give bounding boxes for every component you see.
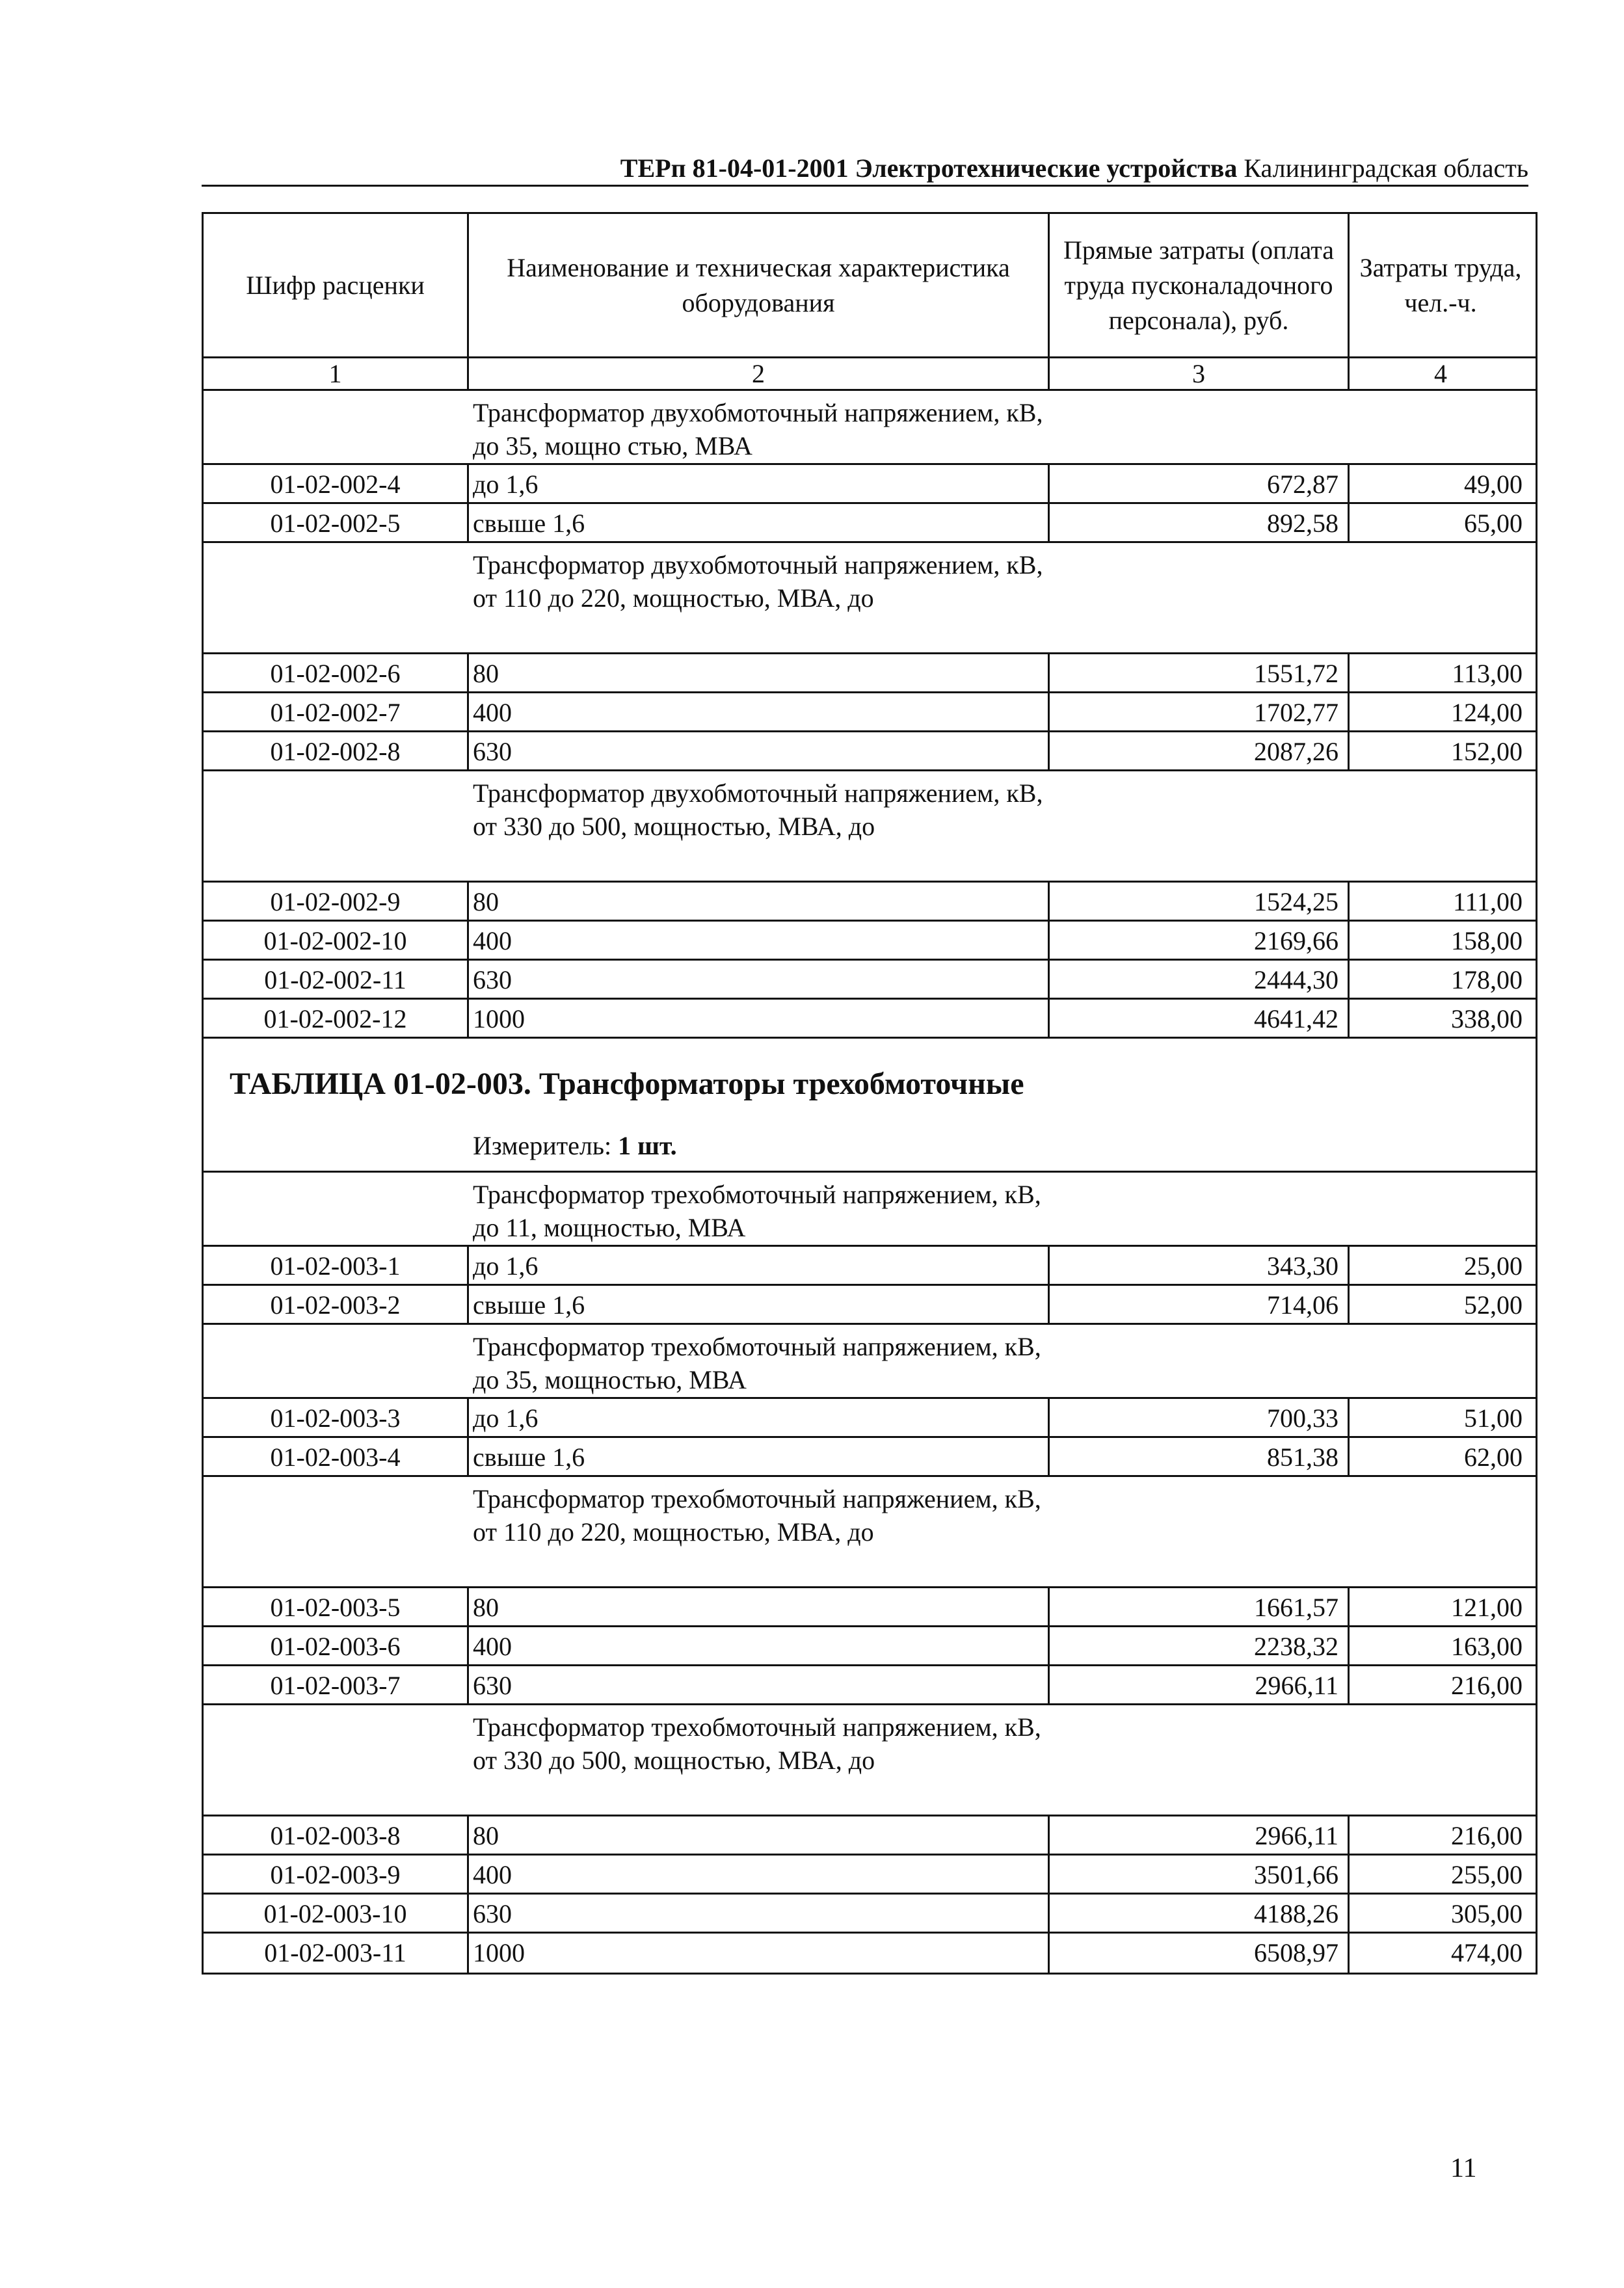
labor-cost: 113,00 [1452,659,1523,688]
group-title-row [204,543,1536,654]
rate-code: 01-02-003-7 [204,1666,469,1703]
group-title: Трансформатор двухобмоточный напряжением, кВ, до 35, мощно стью, МВА [473,398,1043,460]
labor-cost: 255,00 [1451,1860,1523,1889]
column-header-labor: Затраты труда, чел.-ч. [1359,252,1522,317]
rate-code: 01-02-002-10 [204,922,469,959]
table-row [204,1816,1536,1856]
table-row [204,654,1536,693]
labor-cost: 52,00 [1464,1290,1523,1320]
equipment-name: 80 [469,1816,1050,1854]
equipment-name: 630 [469,1666,1050,1703]
table-row [204,961,1536,1000]
direct-cost: 4641,42 [1050,1000,1350,1037]
group-title: Трансформатор двухобмоточный напряжением, кВ, от 110 до 220, мощностью, МВА, до [473,550,1043,613]
table-row [204,693,1536,732]
equipment-name: до 1,6 [469,465,1050,502]
table-row [204,1000,1536,1039]
direct-cost: 672,87 [1050,465,1350,502]
labor-cost: 65,00 [1464,509,1523,538]
rate-code: 01-02-002-7 [204,693,469,730]
labor-cost: 158,00 [1451,926,1523,955]
measure-unit [473,1128,677,1164]
labor-cost: 305,00 [1451,1899,1523,1928]
column-number: 2 [469,358,1050,389]
table-row [204,465,1536,504]
equipment-name: свыше 1,6 [469,1438,1050,1475]
table-row [204,1895,1536,1934]
direct-cost: 2238,32 [1050,1627,1350,1664]
labor-cost: 216,00 [1451,1821,1523,1850]
equipment-name: 80 [469,883,1050,920]
equipment-name: 630 [469,732,1050,769]
labor-cost: 49,00 [1464,470,1523,499]
table-row [204,1934,1536,1973]
equipment-name: 630 [469,961,1050,998]
table-row [204,883,1536,922]
section-title-row [204,1039,1536,1121]
group-title-row [204,1705,1536,1816]
group-title: Трансформатор трехобмоточный напряжением, кВ, от 110 до 220, мощностью, МВА, до [473,1484,1041,1547]
column-number: 3 [1050,358,1350,389]
column-number-row [204,358,1536,391]
labor-cost: 111,00 [1452,887,1523,916]
group-title: Трансформатор двухобмоточный напряжением, кВ, от 330 до 500, мощностью, МВА, до [473,778,1043,841]
labor-cost: 338,00 [1451,1004,1523,1033]
region-name: Калининградская область [1244,153,1528,183]
rate-code: 01-02-003-6 [204,1627,469,1664]
equipment-name: 1000 [469,1934,1050,1973]
table-row [204,1588,1536,1627]
labor-cost: 124,00 [1451,698,1523,727]
table-row [204,1286,1536,1325]
labor-cost: 216,00 [1451,1671,1523,1700]
direct-cost: 2444,30 [1050,961,1350,998]
equipment-name: 400 [469,922,1050,959]
group-title: Трансформатор трехобмоточный напряжением, кВ, до 35, мощностью, МВА [473,1332,1041,1394]
group-code-cell [204,1705,469,1815]
equipment-name: свыше 1,6 [469,504,1050,541]
table-row [204,732,1536,771]
equipment-name: 80 [469,1588,1050,1625]
direct-cost: 4188,26 [1050,1895,1350,1932]
rate-code: 01-02-003-11 [204,1934,469,1973]
group-code-cell [204,771,469,881]
measure-label: Измеритель: [473,1131,612,1160]
direct-cost: 1524,25 [1050,883,1350,920]
column-header-cost: Прямые затраты (оплата труда пусконаладочного персонала), руб. [1050,214,1350,356]
direct-cost: 700,33 [1050,1399,1350,1436]
table-header-row [204,214,1536,358]
group-code-cell [204,391,469,463]
rate-code: 01-02-003-4 [204,1438,469,1475]
direct-cost: 1702,77 [1050,693,1350,730]
table-row [204,1247,1536,1286]
column-header-name: Наименование и техническая характеристика оборудования [469,214,1050,356]
labor-cost: 178,00 [1451,965,1523,994]
table-row [204,504,1536,543]
rate-code: 01-02-003-2 [204,1286,469,1323]
document-code: ТЕРп 81-04-01-2001 Электротехнические устройства [620,153,1238,183]
direct-cost: 343,30 [1050,1247,1350,1284]
page-number: 11 [1450,2153,1477,2183]
equipment-name: до 1,6 [469,1399,1050,1436]
table-row [204,1666,1536,1705]
group-title-row [204,771,1536,883]
measure-row [204,1121,1536,1173]
group-code-cell [204,543,469,652]
rate-code: 01-02-002-4 [204,465,469,502]
column-number: 4 [1434,359,1447,388]
measure-value: 1 шт. [618,1131,677,1160]
labor-cost: 163,00 [1451,1632,1523,1661]
direct-cost: 6508,97 [1050,1934,1350,1973]
page-header [202,153,1528,187]
table-row [204,1856,1536,1895]
labor-cost: 51,00 [1464,1403,1523,1433]
direct-cost: 3501,66 [1050,1856,1350,1893]
equipment-name: до 1,6 [469,1247,1050,1284]
group-code-cell [204,1325,469,1397]
direct-cost: 2169,66 [1050,922,1350,959]
rates-table [202,212,1537,1975]
group-code-cell [204,1173,469,1245]
rate-code: 01-02-003-8 [204,1816,469,1854]
group-title-row [204,1325,1536,1399]
direct-cost: 851,38 [1050,1438,1350,1475]
table-body [204,391,1536,1973]
direct-cost: 1661,57 [1050,1588,1350,1625]
equipment-name: свыше 1,6 [469,1286,1050,1323]
labor-cost: 152,00 [1451,737,1523,766]
direct-cost: 714,06 [1050,1286,1350,1323]
rate-code: 01-02-003-1 [204,1247,469,1284]
labor-cost: 25,00 [1464,1251,1523,1281]
direct-cost: 2966,11 [1050,1666,1350,1703]
group-code-cell [204,1477,469,1586]
rate-code: 01-02-002-8 [204,732,469,769]
table-row [204,1438,1536,1477]
equipment-name: 630 [469,1895,1050,1932]
group-title-row [204,391,1536,465]
rate-code: 01-02-003-5 [204,1588,469,1625]
table-row [204,1627,1536,1666]
group-title-row [204,1477,1536,1588]
direct-cost: 2966,11 [1050,1816,1350,1854]
column-header-code: Шифр расценки [204,214,469,356]
table-row [204,1399,1536,1438]
rate-code: 01-02-003-9 [204,1856,469,1893]
rate-code: 01-02-002-12 [204,1000,469,1037]
labor-cost: 474,00 [1451,1938,1523,1967]
group-title: Трансформатор трехобмоточный напряжением, кВ, до 11, мощностью, МВА [473,1180,1041,1242]
direct-cost: 1551,72 [1050,654,1350,691]
direct-cost: 2087,26 [1050,732,1350,769]
equipment-name: 400 [469,1627,1050,1664]
rate-code: 01-02-003-10 [204,1895,469,1932]
section-title: ТАБЛИЦА 01-02-003. Трансформаторы трехобмоточные [230,1067,1024,1101]
group-title: Трансформатор трехобмоточный напряжением, кВ, от 330 до 500, мощностью, МВА, до [473,1712,1041,1775]
table-row [204,922,1536,961]
labor-cost: 62,00 [1464,1443,1523,1472]
group-title-row [204,1173,1536,1247]
rate-code: 01-02-002-9 [204,883,469,920]
rate-code: 01-02-002-11 [204,961,469,998]
equipment-name: 400 [469,1856,1050,1893]
labor-cost: 121,00 [1451,1593,1523,1622]
equipment-name: 400 [469,693,1050,730]
column-number: 1 [204,358,469,389]
equipment-name: 80 [469,654,1050,691]
rate-code: 01-02-002-5 [204,504,469,541]
rate-code: 01-02-002-6 [204,654,469,691]
rate-code: 01-02-003-3 [204,1399,469,1436]
equipment-name: 1000 [469,1000,1050,1037]
direct-cost: 892,58 [1050,504,1350,541]
